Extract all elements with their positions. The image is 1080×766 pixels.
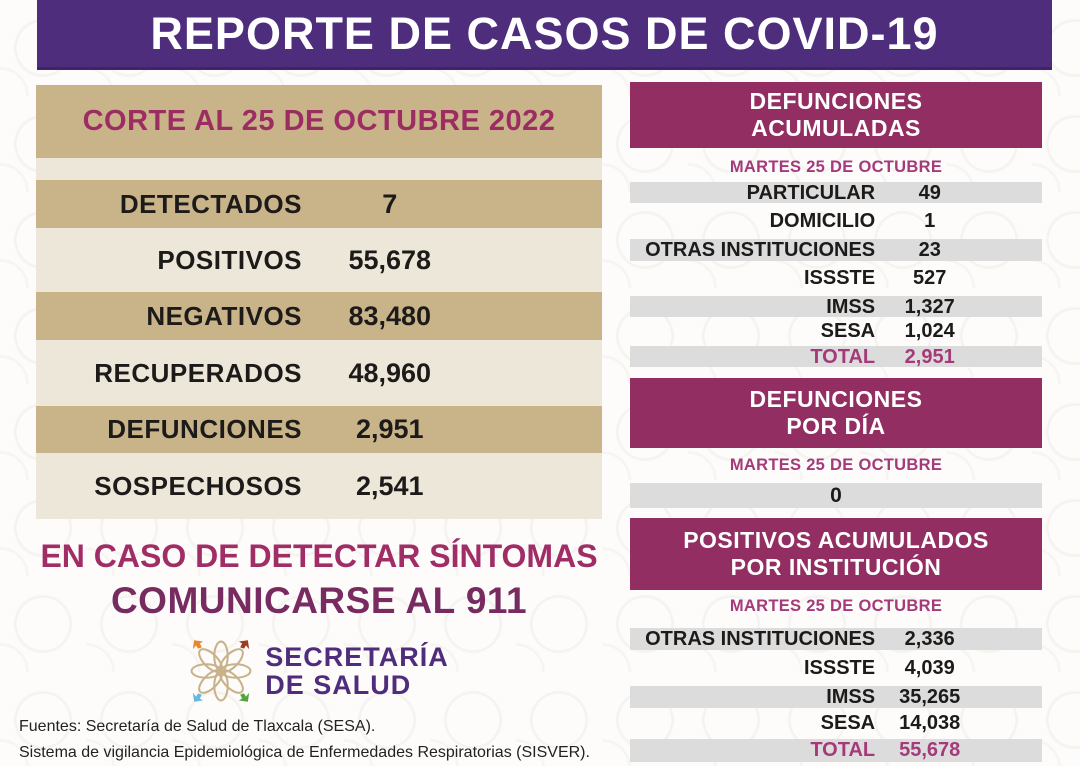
header-line: POSITIVOS ACUMULADOS xyxy=(683,526,989,553)
row-label: IMSS xyxy=(826,296,876,318)
deaths-accumulated-header xyxy=(630,82,1042,148)
row-label: DEFUNCIONES xyxy=(107,414,303,444)
summary-panel xyxy=(36,85,602,519)
row-label: ISSSTE xyxy=(803,656,876,679)
logo-wordmark xyxy=(265,643,449,700)
summary-panel-title: CORTE AL 25 DE OCTUBRE 2022 xyxy=(36,85,602,158)
report-title: REPORTE DE CASOS DE COVID-19 xyxy=(150,7,939,59)
row-label: OTRAS INSTITUCIONES xyxy=(645,239,876,261)
table-row-detectados xyxy=(36,180,602,228)
logo-arrow-top-right-icon xyxy=(239,640,249,649)
table-row-total xyxy=(630,346,1042,367)
row-value: 7 xyxy=(382,188,398,219)
table-row-issste xyxy=(630,650,1042,686)
deaths-per-day-value: 0 xyxy=(630,483,1042,508)
header-line: DEFUNCIONES xyxy=(749,87,923,114)
row-label: SESA xyxy=(820,712,876,734)
table-row-negativos xyxy=(36,292,602,340)
row-value: 55,678 xyxy=(899,739,961,761)
row-label: PARTICULAR xyxy=(746,182,876,204)
source-line: Sistema de vigilancia Epidemiológica de Enfermedades Respiratorias (SISVER). xyxy=(19,744,590,761)
deaths-accumulated-date: MARTES 25 DE OCTUBRE xyxy=(729,158,943,176)
row-label: POSITIVOS xyxy=(157,244,303,275)
table-row-defunciones xyxy=(36,406,602,453)
header-line: POR INSTITUCIÓN xyxy=(730,554,942,580)
row-label: SOSPECHOSOS xyxy=(94,470,303,501)
right-statistics-column xyxy=(630,82,1042,762)
row-label: DETECTADOS xyxy=(119,188,303,219)
deaths-per-day-date: MARTES 25 DE OCTUBRE xyxy=(729,456,943,474)
table-row-sospechosos xyxy=(36,453,602,519)
positives-by-institution-header xyxy=(630,518,1042,590)
logo-arrow-top-left-icon xyxy=(193,640,203,649)
row-value: 2,541 xyxy=(355,470,424,501)
row-value: 23 xyxy=(918,239,941,261)
deaths-accumulated-table xyxy=(630,182,1042,367)
row-value: 2,951 xyxy=(355,414,424,444)
row-value: 14,038 xyxy=(899,712,961,734)
row-value: 1,024 xyxy=(904,320,955,342)
report-title-banner xyxy=(37,0,1052,70)
row-label: TOTAL xyxy=(810,739,876,761)
flower-logo-icon xyxy=(189,635,253,707)
table-row-total xyxy=(630,739,1042,762)
table-row-imss xyxy=(630,296,1042,317)
positives-by-institution-table xyxy=(630,628,1042,762)
call-911-notice-line: COMUNICARSE AL 911 xyxy=(110,580,528,621)
logo-wordmark-line1: SECRETARÍA xyxy=(265,641,449,672)
row-value: 2,951 xyxy=(904,346,955,368)
header-line: POR DÍA xyxy=(786,413,886,439)
header-line: DEFUNCIONES xyxy=(749,385,923,412)
deaths-per-day-header xyxy=(630,378,1042,448)
source-line: Fuentes: Secretaría de Salud de Tlaxcala (SESA). xyxy=(19,718,376,735)
row-value: 83,480 xyxy=(348,300,432,331)
table-row-domicilio xyxy=(630,203,1042,239)
logo-arrow-bottom-left-icon xyxy=(193,693,203,702)
logo-arrow-bottom-right-icon xyxy=(239,693,249,702)
row-value: 55,678 xyxy=(348,244,432,275)
row-label: TOTAL xyxy=(810,346,876,368)
positives-by-institution-date: MARTES 25 DE OCTUBRE xyxy=(729,597,943,615)
sources-footer xyxy=(19,714,659,766)
row-value: 527 xyxy=(913,267,947,289)
row-value: 48,960 xyxy=(348,357,432,388)
row-value: 4,039 xyxy=(904,656,955,679)
symptoms-notice-line: EN CASO DE DETECTAR SÍNTOMAS xyxy=(40,538,598,574)
row-label: DOMICILIO xyxy=(769,209,876,232)
table-row-otras-instituciones xyxy=(630,628,1042,650)
row-value: 35,265 xyxy=(899,686,961,708)
row-label: SESA xyxy=(820,320,876,342)
table-row-positivos xyxy=(36,228,602,292)
secretaria-salud-logo xyxy=(36,632,602,710)
row-label: OTRAS INSTITUCIONES xyxy=(645,628,876,650)
table-row-sesa xyxy=(630,317,1042,346)
table-row-recuperados xyxy=(36,340,602,406)
table-row-imss xyxy=(630,686,1042,708)
table-row-issste xyxy=(630,261,1042,296)
summary-panel-spacer xyxy=(36,158,602,180)
logo-wordmark-line2: DE SALUD xyxy=(265,670,412,700)
row-value: 2,336 xyxy=(904,628,955,650)
row-value: 1 xyxy=(924,209,936,232)
row-label: RECUPERADOS xyxy=(94,357,303,388)
table-row-sesa xyxy=(630,708,1042,739)
row-value: 49 xyxy=(918,182,941,204)
table-row-otras-instituciones xyxy=(630,239,1042,261)
row-value: 1,327 xyxy=(904,296,955,318)
row-label: ISSSTE xyxy=(803,267,876,289)
table-row-particular xyxy=(630,182,1042,203)
row-label: IMSS xyxy=(826,686,876,708)
header-line: ACUMULADAS xyxy=(751,115,921,141)
row-label: NEGATIVOS xyxy=(146,300,303,331)
